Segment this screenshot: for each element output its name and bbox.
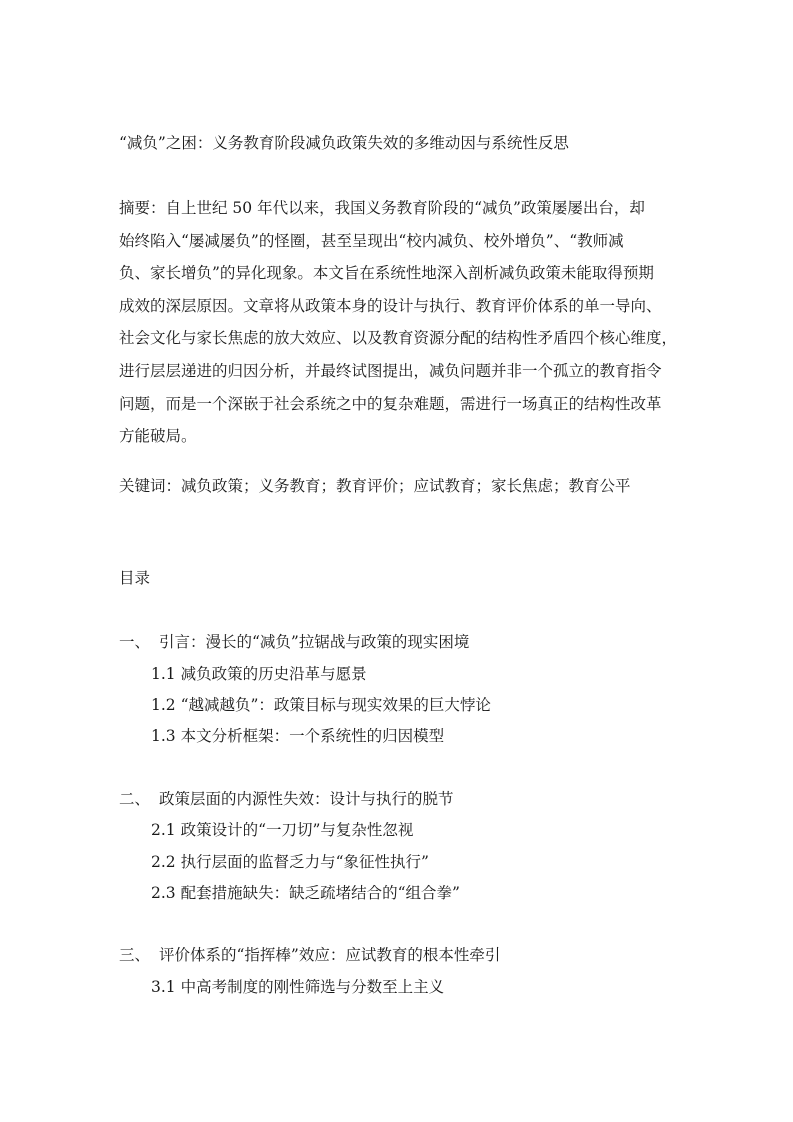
toc-section-2-2[interactable]: 2.2 执行层面的监督乏力与“象征性执行” (151, 853, 429, 871)
document-title: “减负”之困：义务教育阶段减负政策失效的多维动因与系统性反思 (119, 134, 569, 152)
abstract-line: 始终陷入“屡减屡负”的怪圈，甚至呈现出“校内减负、校外增负”、“教师减 (119, 231, 624, 250)
keywords-line: 关键词：减负政策；义务教育；教育评价；应试教育；家长焦虑；教育公平 (119, 477, 631, 495)
toc-section-1-1[interactable]: 1.1 减负政策的历史沿革与愿景 (151, 665, 367, 683)
toc-chapter-number: 一、 (119, 633, 151, 651)
abstract-line: 问题，而是一个深嵌于社会系统之中的复杂难题，需进行一场真正的结构性改革 (119, 394, 662, 413)
abstract-paragraph (119, 192, 685, 453)
toc-chapter-title: 评价体系的“指挥棒”效应：应试教育的根本性牵引 (159, 946, 501, 964)
toc-heading: 目录 (119, 569, 151, 587)
toc-chapter-1[interactable] (119, 630, 469, 654)
abstract-line: 摘要：自上世纪 50 年代以来，我国义务教育阶段的“减负”政策屡屡出台，却 (119, 199, 645, 217)
toc-chapter-number: 二、 (119, 790, 151, 808)
toc-section-2-1[interactable]: 2.1 政策设计的“一刀切”与复杂性忽视 (151, 821, 414, 839)
toc-section-1-3[interactable]: 1.3 本文分析框架：一个系统性的归因模型 (151, 727, 445, 745)
toc-section-2-3[interactable]: 2.3 配套措施缺失：缺乏疏堵结合的“组合拳” (151, 884, 460, 902)
abstract-line: 社会文化与家长焦虑的放大效应、以及教育资源分配的结构性矛盾四个核心维度， (119, 329, 678, 348)
toc-chapter-2[interactable] (119, 787, 454, 811)
toc-section-3-1[interactable]: 3.1 中高考制度的刚性筛选与分数至上主义 (151, 978, 445, 996)
abstract-line: 进行层层递进的归因分析，并最终试图提出，减负问题并非一个孤立的教育指令 (119, 361, 662, 380)
abstract-line: 成效的深层原因。文章将从政策本身的设计与执行、教育评价体系的单一导向、 (119, 296, 662, 315)
abstract-line: 负、家长增负”的异化现象。本文旨在系统性地深入剖析减负政策未能取得预期 (119, 264, 654, 283)
abstract-line: 方能破局。 (119, 427, 197, 446)
toc-chapter-title: 政策层面的内源性失效：设计与执行的脱节 (159, 790, 454, 808)
toc-chapter-number: 三、 (119, 946, 151, 964)
toc-chapter-title: 引言：漫长的“减负”拉锯战与政策的现实困境 (159, 633, 470, 651)
toc-section-1-2[interactable]: 1.2 “越减越负”：政策目标与现实效果的巨大悖论 (151, 696, 491, 714)
toc-chapter-3[interactable] (119, 943, 500, 967)
